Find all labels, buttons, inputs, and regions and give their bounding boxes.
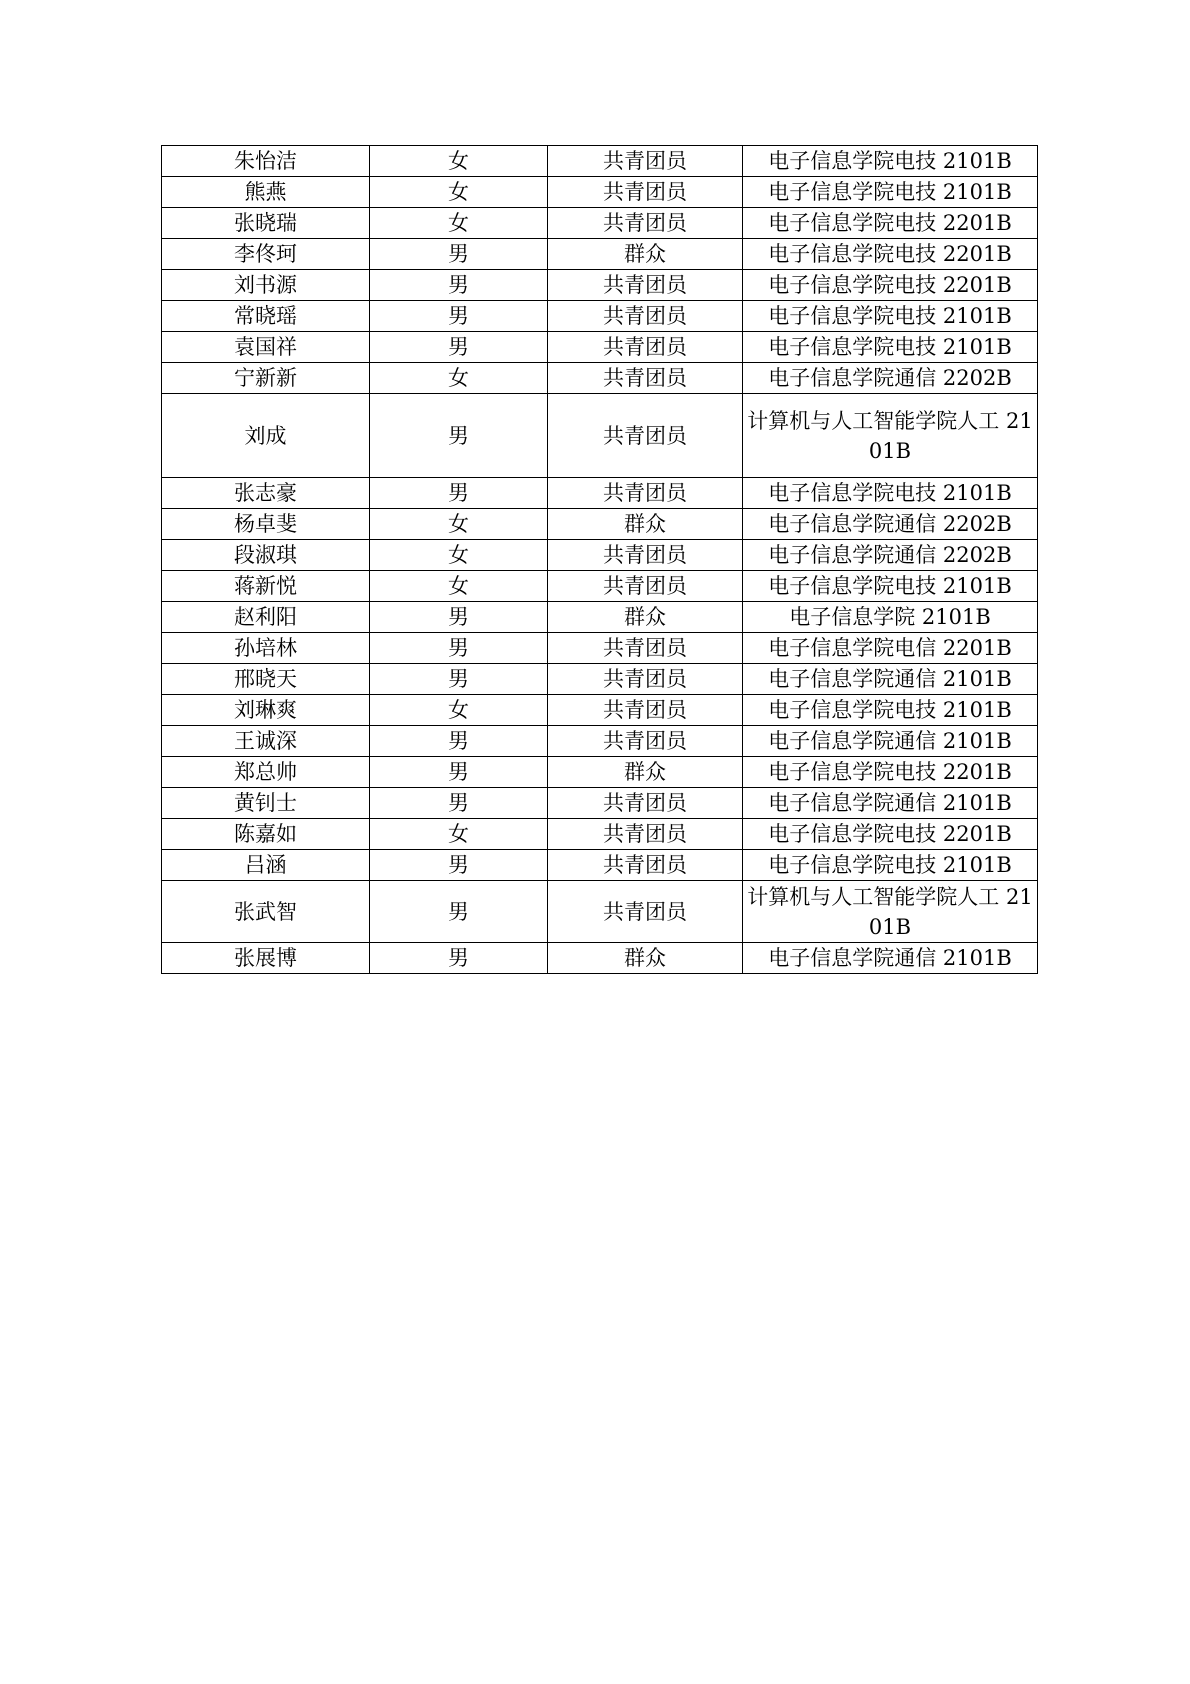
cell-class: 电子信息学院电技 2201B (743, 239, 1038, 270)
cell-class: 电子信息学院电技 2101B (743, 478, 1038, 509)
cell-gender: 女 (370, 509, 548, 540)
cell-class: 电子信息学院电技 2101B (743, 301, 1038, 332)
cell-gender: 男 (370, 943, 548, 974)
table-row (162, 270, 1038, 301)
table-row (162, 146, 1038, 177)
student-roster-table (161, 145, 1038, 974)
table-row (162, 301, 1038, 332)
table-row (162, 633, 1038, 664)
cell-gender: 男 (370, 881, 548, 943)
cell-political-status: 共青团员 (548, 301, 743, 332)
cell-name: 宁新新 (162, 363, 370, 394)
cell-name: 段淑琪 (162, 540, 370, 571)
cell-name: 朱怡洁 (162, 146, 370, 177)
cell-gender: 男 (370, 301, 548, 332)
cell-class: 电子信息学院电技 2101B (743, 695, 1038, 726)
cell-gender: 男 (370, 332, 548, 363)
cell-political-status: 共青团员 (548, 571, 743, 602)
table-row (162, 726, 1038, 757)
cell-political-status: 共青团员 (548, 177, 743, 208)
cell-political-status: 共青团员 (548, 394, 743, 478)
cell-political-status: 共青团员 (548, 478, 743, 509)
cell-political-status: 群众 (548, 602, 743, 633)
cell-name: 郑总帅 (162, 757, 370, 788)
cell-gender: 男 (370, 788, 548, 819)
cell-name: 吕涵 (162, 850, 370, 881)
table-row (162, 602, 1038, 633)
cell-class: 电子信息学院电技 2101B (743, 177, 1038, 208)
table-row (162, 695, 1038, 726)
cell-gender: 男 (370, 850, 548, 881)
table-row (162, 208, 1038, 239)
cell-class: 电子信息学院电技 2101B (743, 571, 1038, 602)
cell-gender: 男 (370, 664, 548, 695)
cell-political-status: 共青团员 (548, 664, 743, 695)
table-row (162, 850, 1038, 881)
cell-gender: 男 (370, 478, 548, 509)
cell-political-status: 群众 (548, 757, 743, 788)
cell-gender: 男 (370, 394, 548, 478)
cell-class: 电子信息学院电技 2101B (743, 146, 1038, 177)
cell-gender: 女 (370, 819, 548, 850)
cell-political-status: 共青团员 (548, 819, 743, 850)
cell-class: 电子信息学院通信 2202B (743, 509, 1038, 540)
cell-gender: 女 (370, 363, 548, 394)
table-row (162, 819, 1038, 850)
cell-class: 电子信息学院通信 2202B (743, 363, 1038, 394)
cell-name: 张志豪 (162, 478, 370, 509)
cell-name: 张武智 (162, 881, 370, 943)
table-row (162, 509, 1038, 540)
table-row (162, 943, 1038, 974)
cell-name: 邢晓天 (162, 664, 370, 695)
cell-political-status: 共青团员 (548, 270, 743, 301)
table-row (162, 394, 1038, 478)
table-row (162, 540, 1038, 571)
cell-gender: 女 (370, 208, 548, 239)
cell-name: 袁国祥 (162, 332, 370, 363)
table-row (162, 478, 1038, 509)
cell-class: 电子信息学院通信 2101B (743, 943, 1038, 974)
table-row (162, 363, 1038, 394)
cell-class: 电子信息学院通信 2101B (743, 788, 1038, 819)
cell-gender: 男 (370, 270, 548, 301)
cell-class: 电子信息学院电技 2101B (743, 850, 1038, 881)
cell-name: 赵利阳 (162, 602, 370, 633)
cell-name: 李佟珂 (162, 239, 370, 270)
table-row (162, 332, 1038, 363)
cell-name: 黄钊士 (162, 788, 370, 819)
cell-class: 电子信息学院电技 2201B (743, 270, 1038, 301)
cell-gender: 男 (370, 757, 548, 788)
table-row (162, 239, 1038, 270)
table-row (162, 571, 1038, 602)
cell-class: 电子信息学院电技 2201B (743, 757, 1038, 788)
cell-political-status: 共青团员 (548, 363, 743, 394)
cell-name: 王诚深 (162, 726, 370, 757)
cell-class: 电子信息学院电技 2201B (743, 208, 1038, 239)
cell-class: 电子信息学院通信 2202B (743, 540, 1038, 571)
cell-name: 杨卓斐 (162, 509, 370, 540)
table-row (162, 788, 1038, 819)
cell-name: 陈嘉如 (162, 819, 370, 850)
cell-class: 电子信息学院电信 2201B (743, 633, 1038, 664)
cell-political-status: 共青团员 (548, 633, 743, 664)
cell-political-status: 共青团员 (548, 540, 743, 571)
cell-gender: 女 (370, 695, 548, 726)
cell-political-status: 共青团员 (548, 788, 743, 819)
cell-name: 张展博 (162, 943, 370, 974)
cell-gender: 女 (370, 177, 548, 208)
cell-political-status: 群众 (548, 509, 743, 540)
table-row (162, 757, 1038, 788)
cell-gender: 女 (370, 146, 548, 177)
cell-name: 刘书源 (162, 270, 370, 301)
cell-gender: 男 (370, 602, 548, 633)
table-body (162, 146, 1038, 974)
cell-class: 计算机与人工智能学院人工 2101B (743, 394, 1038, 478)
cell-political-status: 共青团员 (548, 208, 743, 239)
cell-political-status: 共青团员 (548, 881, 743, 943)
cell-gender: 女 (370, 540, 548, 571)
cell-gender: 男 (370, 633, 548, 664)
cell-name: 蒋新悦 (162, 571, 370, 602)
cell-name: 张晓瑞 (162, 208, 370, 239)
table-row (162, 881, 1038, 943)
cell-class: 电子信息学院 2101B (743, 602, 1038, 633)
cell-name: 刘成 (162, 394, 370, 478)
cell-class: 电子信息学院通信 2101B (743, 726, 1038, 757)
cell-political-status: 共青团员 (548, 146, 743, 177)
cell-class: 电子信息学院通信 2101B (743, 664, 1038, 695)
cell-political-status: 共青团员 (548, 850, 743, 881)
cell-name: 刘琳爽 (162, 695, 370, 726)
cell-political-status: 共青团员 (548, 726, 743, 757)
cell-class: 计算机与人工智能学院人工 2101B (743, 881, 1038, 943)
cell-political-status: 群众 (548, 943, 743, 974)
cell-name: 孙培林 (162, 633, 370, 664)
table-row (162, 177, 1038, 208)
cell-gender: 女 (370, 571, 548, 602)
cell-name: 熊燕 (162, 177, 370, 208)
cell-political-status: 群众 (548, 239, 743, 270)
table-row (162, 664, 1038, 695)
cell-gender: 男 (370, 726, 548, 757)
cell-class: 电子信息学院电技 2101B (743, 332, 1038, 363)
cell-name: 常晓瑶 (162, 301, 370, 332)
cell-political-status: 共青团员 (548, 695, 743, 726)
cell-political-status: 共青团员 (548, 332, 743, 363)
cell-class: 电子信息学院电技 2201B (743, 819, 1038, 850)
cell-gender: 男 (370, 239, 548, 270)
